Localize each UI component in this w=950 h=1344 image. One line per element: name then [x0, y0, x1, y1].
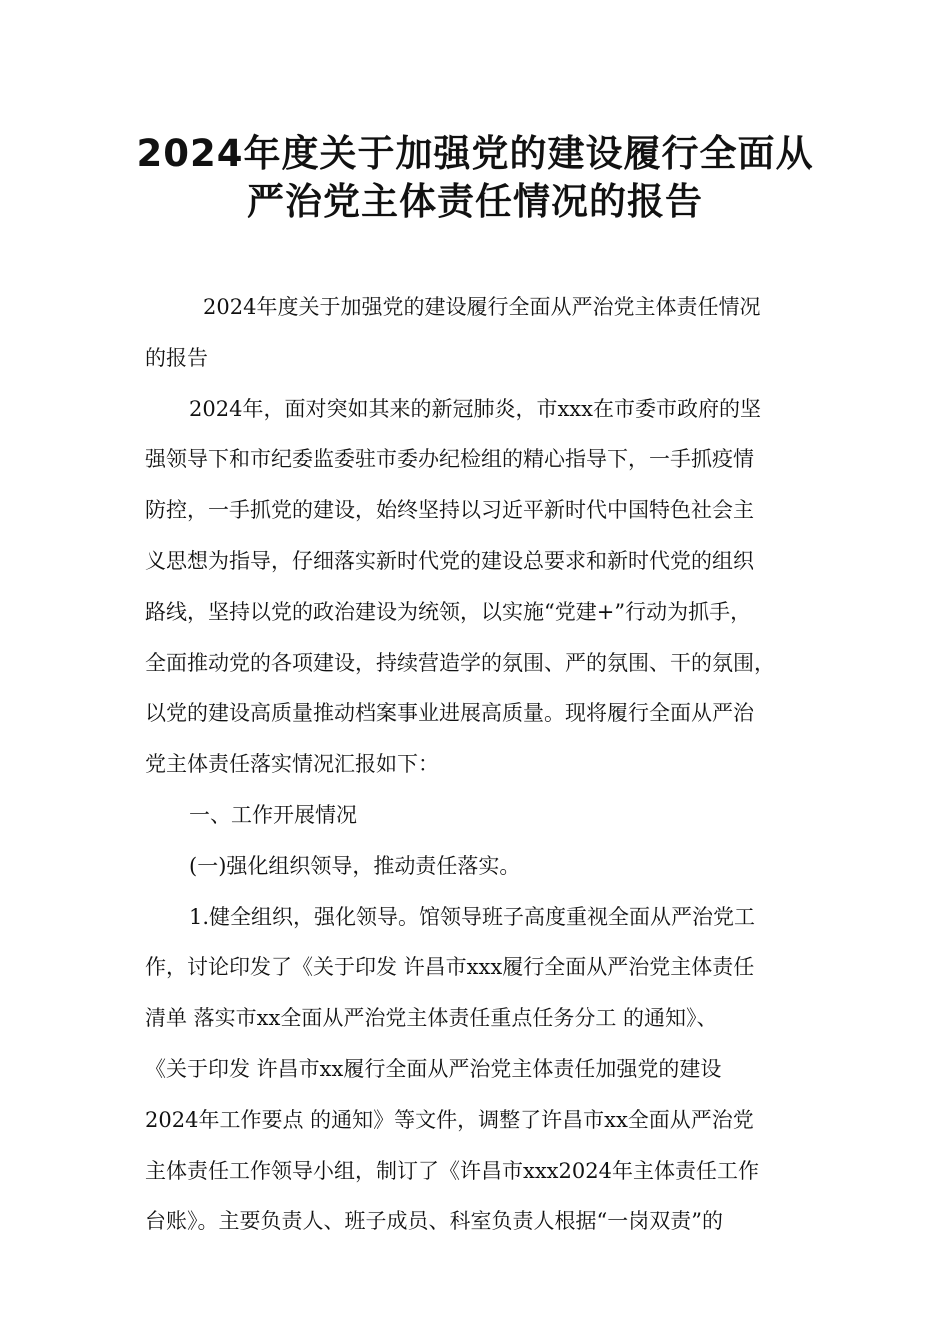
paragraph-line: 防控，一手抓党的建设，始终坚持以习近平新时代中国特色社会主	[145, 498, 754, 523]
paragraph-line: 1.健全组织，强化领导。馆领导班子高度重视全面从严治党工	[189, 904, 756, 929]
paragraph-line: 的报告	[145, 345, 208, 370]
section-heading: 一、工作开展情况	[189, 802, 357, 827]
paragraph-line: 2024年度关于加强党的建设履行全面从严治党主体责任情况	[203, 295, 761, 319]
paragraph-line: 台账》。主要负责人、班子成员、科室负责人根据“一岗双责”的	[145, 1209, 723, 1234]
paragraph-line: 强领导下和市纪委监委驻市委办纪检组的精心指导下，一手抓疫情	[145, 447, 754, 472]
paragraph-line: 作，讨论印发了《关于印发 许昌市xxx履行全面从严治党主体责任	[145, 955, 755, 980]
paragraph-line: 主体责任工作领导小组，制订了《许昌市xxx2024年主体责任工作	[145, 1158, 759, 1183]
paragraph-line: 全面推动党的各项建设，持续营造学的氛围、严的氛围、干的氛围，	[145, 650, 775, 675]
paragraph-line: 清单 落实市xx全面从严治党主体责任重点任务分工 的通知》、	[145, 1006, 718, 1031]
paragraph-line: 2024年工作要点 的通知》等文件，调整了许昌市xx全面从严治党	[145, 1107, 754, 1132]
paragraph-line: 《关于印发 许昌市xx履行全面从严治党主体责任加强党的建设	[145, 1056, 722, 1081]
paragraph-line: 2024年，面对突如其来的新冠肺炎，市xxx在市委市政府的坚	[189, 396, 761, 421]
paragraph-line: 党主体责任落实情况汇报如下：	[145, 752, 439, 777]
document-body	[145, 282, 825, 1247]
paragraph-line: 以党的建设高质量推动档案事业进展高质量。现将履行全面从严治	[145, 701, 754, 726]
subsection-heading: (一)强化组织领导，推动责任落实。	[189, 853, 521, 878]
document-title-line-2: 严治党主体责任情况的报告	[247, 180, 703, 223]
paragraph-line: 路线，坚持以党的政治建设为统领，以实施“党建+”行动为抓手，	[145, 599, 752, 624]
document-title-line-1: 2024年度关于加强党的建设履行全面从	[136, 132, 814, 175]
paragraph-line: 义思想为指导，仔细落实新时代党的建设总要求和新时代党的组织	[145, 548, 754, 573]
